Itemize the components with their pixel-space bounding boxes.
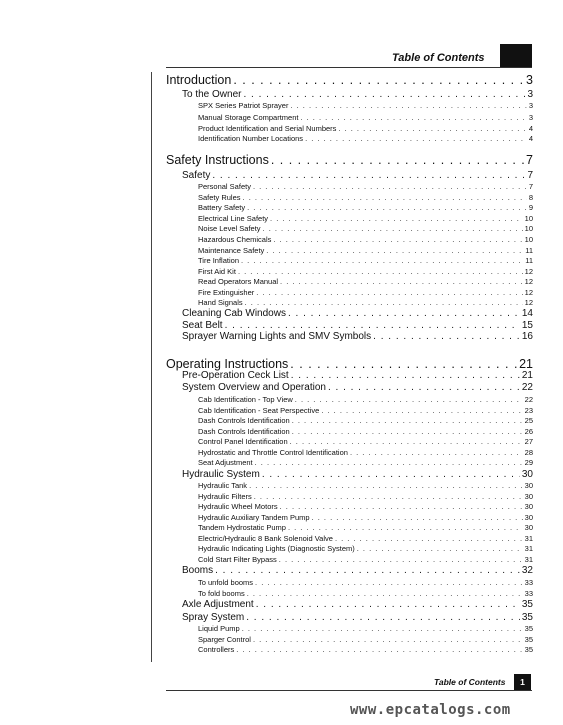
toc-entry-title: Electrical Line Safety (198, 214, 269, 223)
dot-leader (266, 246, 523, 255)
toc-entry-title: Electric/Hydraulic 8 Bank Solenoid Valve (198, 534, 333, 543)
toc-entry[interactable] (198, 267, 533, 276)
toc-entry-page: 14 (521, 308, 533, 319)
toc-entry-title: Axle Adjustment (182, 599, 254, 610)
dot-leader (233, 73, 524, 87)
toc-entry-title: Tire Inflation (198, 256, 239, 265)
toc-entry-title: Booms (182, 565, 214, 576)
toc-entry[interactable] (198, 492, 533, 501)
toc-entry-page: 35 (524, 635, 533, 644)
toc-entry-title: Seat Belt (182, 320, 223, 331)
toc-entry[interactable] (198, 235, 533, 244)
toc-entry-page: 3 (527, 89, 533, 100)
toc-entry-page: 35 (524, 624, 533, 633)
toc-entry-title: Fire Extinguisher (198, 288, 255, 297)
toc-entry-page: 15 (521, 320, 533, 331)
dot-leader (271, 153, 524, 167)
toc-entry-title: SPX Series Patriot Sprayer (198, 101, 289, 110)
toc-entry-page: 25 (524, 416, 533, 425)
toc-entry-page: 22 (521, 382, 533, 393)
dot-leader (290, 437, 523, 446)
toc-entry-page: 10 (524, 214, 533, 223)
toc-entry-page: 7 (526, 153, 533, 167)
toc-entry[interactable] (198, 224, 533, 233)
toc-entry-title: Dash Controls Identification (198, 416, 290, 425)
toc-entry[interactable] (182, 170, 533, 181)
toc-entry[interactable] (198, 203, 533, 212)
toc-entry-page: 11 (525, 256, 533, 265)
toc-entry-title: Sparger Control (198, 635, 251, 644)
toc-entry-title: Hydraulic Indicating Lights (Diagnostic System) (198, 544, 355, 553)
toc-entry-page: 29 (524, 458, 533, 467)
dot-leader (249, 481, 523, 490)
dot-leader (321, 406, 522, 415)
toc-entry-page: 9 (528, 203, 533, 212)
toc-entry-title: Dash Controls Identification (198, 427, 290, 436)
toc-entry-page: 33 (524, 589, 533, 598)
toc-entry[interactable] (198, 277, 533, 286)
toc-entry[interactable] (198, 298, 533, 307)
dot-leader (238, 267, 523, 276)
toc-entry[interactable] (198, 513, 533, 522)
toc-entry[interactable] (182, 382, 533, 393)
toc-entry-page: 12 (524, 288, 533, 297)
toc-entry-page: 4 (528, 134, 533, 143)
toc-entry-page: 30 (524, 523, 533, 532)
toc-entry[interactable] (198, 589, 533, 598)
toc-entry-page: 30 (524, 513, 533, 522)
toc-entry[interactable] (198, 624, 533, 633)
dot-leader (243, 193, 527, 202)
toc-entry-title: Cleaning Cab Windows (182, 308, 286, 319)
dot-leader (288, 308, 520, 319)
dot-leader (312, 513, 523, 522)
dot-leader (212, 170, 525, 181)
toc-entry-page: 3 (528, 113, 533, 122)
dot-leader (236, 645, 522, 654)
toc-entry-title: Safety Rules (198, 193, 241, 202)
toc-entry-title: Hand Signals (198, 298, 243, 307)
toc-entry-title: Sprayer Warning Lights and SMV Symbols (182, 331, 372, 342)
dot-leader (245, 298, 523, 307)
toc-entry-page: 16 (521, 331, 533, 342)
toc-entry[interactable] (182, 89, 533, 100)
dot-leader (242, 624, 523, 633)
toc-entry[interactable] (198, 214, 533, 223)
toc-entry[interactable] (198, 555, 533, 564)
dot-leader (290, 357, 517, 371)
toc-entry-page: 7 (528, 182, 533, 191)
toc-entry[interactable] (182, 469, 533, 480)
toc-entry-title: Controllers (198, 645, 235, 654)
toc-entry[interactable] (198, 395, 533, 404)
toc-entry[interactable] (198, 416, 533, 425)
toc-entry[interactable] (198, 182, 533, 191)
dot-leader (280, 502, 523, 511)
dot-leader (273, 235, 522, 244)
toc-entry[interactable] (198, 544, 533, 553)
toc-entry-title: Cab Identification - Top View (198, 395, 293, 404)
toc-entry-title: Hydraulic Wheel Motors (198, 502, 278, 511)
toc-entry-page: 22 (524, 395, 533, 404)
toc-entry-page: 21 (521, 370, 533, 381)
dot-leader (255, 458, 523, 467)
dot-leader (292, 427, 523, 436)
toc-entry-page: 23 (524, 406, 533, 415)
toc-entry-page: 31 (524, 544, 533, 553)
toc-entry[interactable] (198, 523, 533, 532)
toc-entry-title: Read Operators Manual (198, 277, 279, 286)
toc-entry-page: 30 (524, 481, 533, 490)
toc-entry-page: 3 (528, 101, 533, 110)
toc-entry-page: 12 (524, 277, 533, 286)
toc-entry[interactable] (198, 124, 533, 133)
toc-entry[interactable] (182, 331, 533, 342)
toc-entry[interactable] (182, 308, 533, 319)
dot-leader (256, 599, 520, 610)
toc-entry[interactable] (166, 153, 533, 167)
toc-entry-title: Hazardous Chemicals (198, 235, 272, 244)
watermark: www.epcatalogs.com (350, 702, 511, 718)
dot-leader (288, 523, 523, 532)
toc-entry-title: Cab Identification - Seat Perspective (198, 406, 320, 415)
dot-leader (373, 331, 520, 342)
toc-entry-title: Hydraulic Tank (198, 481, 248, 490)
toc-entry-page: 10 (524, 224, 533, 233)
dot-leader (292, 416, 523, 425)
toc-entry[interactable] (198, 256, 533, 265)
toc-entry[interactable] (182, 320, 533, 331)
toc-entry-title: Hydraulic System (182, 469, 260, 480)
toc-entry-title: Safety (182, 170, 211, 181)
toc-entry[interactable] (198, 134, 533, 143)
toc-entry-page: 35 (524, 645, 533, 654)
dot-leader (295, 395, 523, 404)
toc-entry[interactable] (198, 635, 533, 644)
dot-leader (243, 89, 525, 100)
dot-leader (247, 203, 527, 212)
toc-entry-title: Battery Safety (198, 203, 246, 212)
dot-leader (290, 101, 526, 110)
dot-leader (270, 214, 523, 223)
toc-entry-page: 30 (524, 502, 533, 511)
toc-entry-page: 10 (524, 235, 533, 244)
toc-entry-title: Personal Safety (198, 182, 251, 191)
toc-entry-title: Control Panel Identification (198, 437, 288, 446)
toc-entry-title: Product Identification and Serial Numbers (198, 124, 337, 133)
toc-entry-page: 12 (524, 298, 533, 307)
toc-entry-page: 35 (521, 612, 533, 623)
toc-entry[interactable] (198, 437, 533, 446)
toc-entry[interactable] (198, 113, 533, 122)
toc-entry[interactable] (198, 481, 533, 490)
dot-leader (262, 469, 520, 480)
toc-entry-page: 30 (521, 469, 533, 480)
toc-entry-title: To unfold booms (198, 578, 254, 587)
toc-entry-page: 30 (524, 492, 533, 501)
toc-entry[interactable] (198, 246, 533, 255)
dot-leader (335, 534, 523, 543)
toc-entry-page: 28 (524, 448, 533, 457)
dot-leader (328, 382, 520, 393)
toc-entry-page: 8 (528, 193, 533, 202)
dot-leader (256, 288, 522, 297)
footer-title: Table of Contents (434, 677, 506, 687)
dot-leader (253, 182, 527, 191)
toc-entry-title: Liquid Pump (198, 624, 240, 633)
toc-entry-title: Hydrostatic and Throttle Control Identification (198, 448, 348, 457)
dot-leader (246, 612, 520, 623)
dot-leader (255, 578, 523, 587)
toc-entry-title: Manual Storage Compartment (198, 113, 299, 122)
toc-entry-title: Hydraulic Filters (198, 492, 252, 501)
toc-entry[interactable] (198, 502, 533, 511)
toc-entry-title: Tandem Hydrostatic Pump (198, 523, 286, 532)
toc-entry-page: 26 (524, 427, 533, 436)
toc-entry[interactable] (198, 448, 533, 457)
dot-leader (291, 370, 520, 381)
toc-entry[interactable] (166, 73, 533, 87)
toc-entry-title: Operating Instructions (166, 357, 289, 371)
toc-entry[interactable] (182, 612, 533, 623)
toc-entry-title: To the Owner (182, 89, 242, 100)
toc-entry[interactable] (166, 357, 533, 371)
toc-entry[interactable] (198, 645, 533, 654)
toc-entry-title: Introduction (166, 73, 232, 87)
toc-entry-title: First Aid Kit (198, 267, 236, 276)
dot-leader (254, 492, 523, 501)
dot-leader (279, 555, 523, 564)
toc-entry-title: Hydraulic Auxiliary Tandem Pump (198, 513, 310, 522)
dot-leader (280, 277, 523, 286)
toc-entry[interactable] (182, 565, 533, 576)
toc-entry-page: 31 (524, 534, 533, 543)
toc-entry-page: 7 (527, 170, 533, 181)
toc-entry[interactable] (198, 288, 533, 297)
toc-entry-page: 27 (524, 437, 533, 446)
footer-rule (166, 690, 532, 691)
toc-entry-page: 33 (524, 578, 533, 587)
toc-entry-page: 31 (524, 555, 533, 564)
header-title: Table of Contents (392, 52, 485, 64)
toc-entry[interactable] (198, 578, 533, 587)
toc-entry-title: To fold booms (198, 589, 245, 598)
toc-entry[interactable] (182, 599, 533, 610)
toc-entry-page: 11 (525, 246, 533, 255)
toc-entry-title: Cold Start Filter Bypass (198, 555, 277, 564)
toc-entry-page: 32 (521, 565, 533, 576)
toc-entry-page: 12 (524, 267, 533, 276)
toc-entry-title: Spray System (182, 612, 245, 623)
dot-leader (338, 124, 526, 133)
toc-entry-title: Safety Instructions (166, 153, 269, 167)
toc-entry[interactable] (198, 458, 533, 467)
dot-leader (300, 113, 526, 122)
toc-entry[interactable] (182, 370, 533, 381)
dot-leader (215, 565, 520, 576)
toc-entry-page: 3 (526, 73, 533, 87)
dot-leader (357, 544, 523, 553)
page-number: 1 (514, 674, 531, 690)
toc-entry-title: Maintenance Safety (198, 246, 265, 255)
toc-entry-title: Seat Adjustment (198, 458, 253, 467)
toc-entry-page: 4 (528, 124, 533, 133)
dot-leader (241, 256, 523, 265)
toc-entry-title: Noise Level Safety (198, 224, 261, 233)
dot-leader (305, 134, 527, 143)
toc-entry-page: 21 (519, 357, 533, 371)
toc-entry-title: System Overview and Operation (182, 382, 326, 393)
toc-entry-title: Identification Number Locations (198, 134, 304, 143)
dot-leader (247, 589, 523, 598)
toc-entry[interactable] (198, 101, 533, 110)
toc-entry[interactable] (198, 427, 533, 436)
dot-leader (253, 635, 523, 644)
toc-entry-title: Pre-Operation Ceck List (182, 370, 289, 381)
toc-entry[interactable] (198, 193, 533, 202)
dot-leader (263, 224, 523, 233)
dot-leader (350, 448, 523, 457)
toc-entry[interactable] (198, 406, 533, 415)
toc-entry-page: 35 (521, 599, 533, 610)
dot-leader (225, 320, 520, 331)
toc-entry[interactable] (198, 534, 533, 543)
